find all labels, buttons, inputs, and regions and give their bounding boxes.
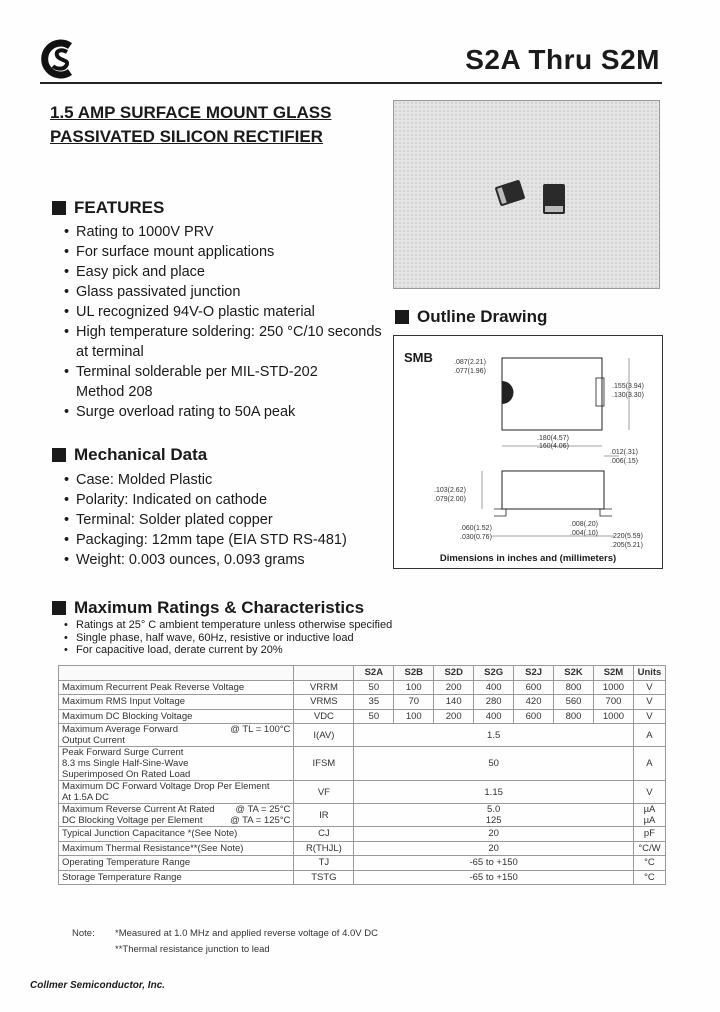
table-row: Maximum RMS Input Voltage VRMS 35 70 140 280 420 560 700 V [59,695,666,710]
column-header: S2G [474,666,514,681]
dim-label: .004(.10) [570,530,599,537]
list-item: • Rating to 1000V PRV [64,222,394,242]
table-row: Maximum Thermal Resistance**(See Note) R(THJL) 20 °C/W [59,841,666,856]
table-row: Maximum Recurrent Peak Reverse Voltage VRRM 50 100 200 400 600 800 1000 V [59,680,666,695]
section-bullet-icon [52,448,66,462]
package-label: SMB [404,350,433,365]
table-row: Maximum Reverse Current At Rated @ TA = 25°C DC Blocking Voltage per Element @ TA = 125°C IR 5.0 125 µA µA [59,804,666,827]
table-header-row [59,666,666,681]
list-item: • Easy pick and place [64,262,394,282]
subtitle-line1: 1.5 AMP SURFACE MOUNT GLASS [50,103,332,122]
dim-label: .205(5.21) [611,542,643,549]
column-header: S2K [554,666,594,681]
section-bullet-icon [395,310,409,324]
list-item: • Glass passivated junction [64,282,394,302]
outline-caption: Dimensions in inches and (millimeters) [439,553,617,564]
table-row: Operating Temperature Range TJ -65 to +150 °C [59,856,666,871]
dim-label: .006(.15) [610,458,639,465]
list-item: • Single phase, half wave, 60Hz, resistive or inductive load [64,632,464,645]
outline-drawing [393,335,663,569]
column-header: S2D [434,666,474,681]
features-heading: FEATURES [52,198,164,218]
features-list [64,222,394,422]
list-item: • Terminal solderable per MIL-STD-202 Method 208 [64,362,336,402]
product-photo [393,100,660,289]
dim-label: .008(.20) [570,521,599,528]
component-image [394,101,659,288]
ratings-heading: Maximum Ratings & Characteristics [52,598,364,618]
list-item: • Packaging: 12mm tape (EIA STD RS-481) [64,530,394,550]
table-row: Typical Junction Capacitance *(See Note) CJ 20 pF [59,827,666,842]
list-item: • For capacitive load, derate current by 20% [64,644,464,657]
table-row: Storage Temperature Range TSTG -65 to +150 °C [59,870,666,885]
table-row: Maximum Average Forward @ TL = 100°C Output Current I(AV) 1.5 A [59,724,666,747]
list-item: • Case: Molded Plastic [64,470,394,490]
column-header: S2M [593,666,633,681]
list-item: • High temperature soldering: 250 °C/10 seconds at terminal [64,322,386,362]
list-item: • Terminal: Solder plated copper [64,510,394,530]
ratings-notes [64,619,464,657]
company-logo [40,38,82,80]
dim-label: .160(4.06) [537,443,569,450]
list-item: • Polarity: Indicated on cathode [64,490,394,510]
dim-label: .155(3.94) [612,383,644,390]
mechanical-heading: Mechanical Data [52,445,207,465]
list-item: • For surface mount applications [64,242,394,262]
dimension-drawing [394,336,662,568]
dim-label: .087(2.21) [454,359,486,366]
column-header: S2A [354,666,394,681]
subtitle-line2: PASSIVATED SILICON RECTIFIER [50,127,323,146]
column-header: S2B [394,666,434,681]
dim-label: .012(.31) [610,449,639,456]
mechanical-list [64,470,394,570]
column-header: Units [633,666,665,681]
footnote-2: **Thermal resistance junction to lead [115,944,270,955]
list-item: • Weight: 0.003 ounces, 0.093 grams [64,550,394,570]
list-item: • Surge overload rating to 50A peak [64,402,394,422]
dim-label: .103(2.62) [434,487,466,494]
page-title: S2A Thru S2M [465,44,660,75]
table-row: Maximum DC Blocking Voltage VDC 50 100 200 400 600 800 1000 V [59,709,666,724]
table-row: Maximum DC Forward Voltage Drop Per Element At 1.5A DC VF 1.15 V [59,781,666,804]
ratings-table [58,665,666,885]
company-name: Collmer Semiconductor, Inc. [30,980,166,991]
dim-label: .220(5.59) [611,533,643,540]
column-header: S2J [514,666,554,681]
dim-label: .077(1.96) [454,368,486,375]
table-row: Peak Forward Surge Current 8.3 ms Single Half-Sine-Wave Superimposed On Rated Load IFSM 50 A [59,747,666,781]
dim-label: .079(2.00) [434,496,466,503]
outline-heading: Outline Drawing [395,307,547,327]
list-item: • UL recognized 94V-O plastic material [64,302,394,322]
footnote-1: *Measured at 1.0 MHz and applied reverse voltage of 4.0V DC [115,928,378,939]
dim-label: .180(4.57) [537,435,569,442]
section-bullet-icon [52,601,66,615]
header-rule [40,82,662,84]
footnote-label: Note: [72,928,95,939]
dim-label: .060(1.52) [460,525,492,532]
dim-label: .030(0.76) [460,534,492,541]
dim-label: .130(3.30) [612,392,644,399]
section-bullet-icon [52,201,66,215]
list-item: • Ratings at 25° C ambient temperature unless otherwise specified [64,619,464,632]
